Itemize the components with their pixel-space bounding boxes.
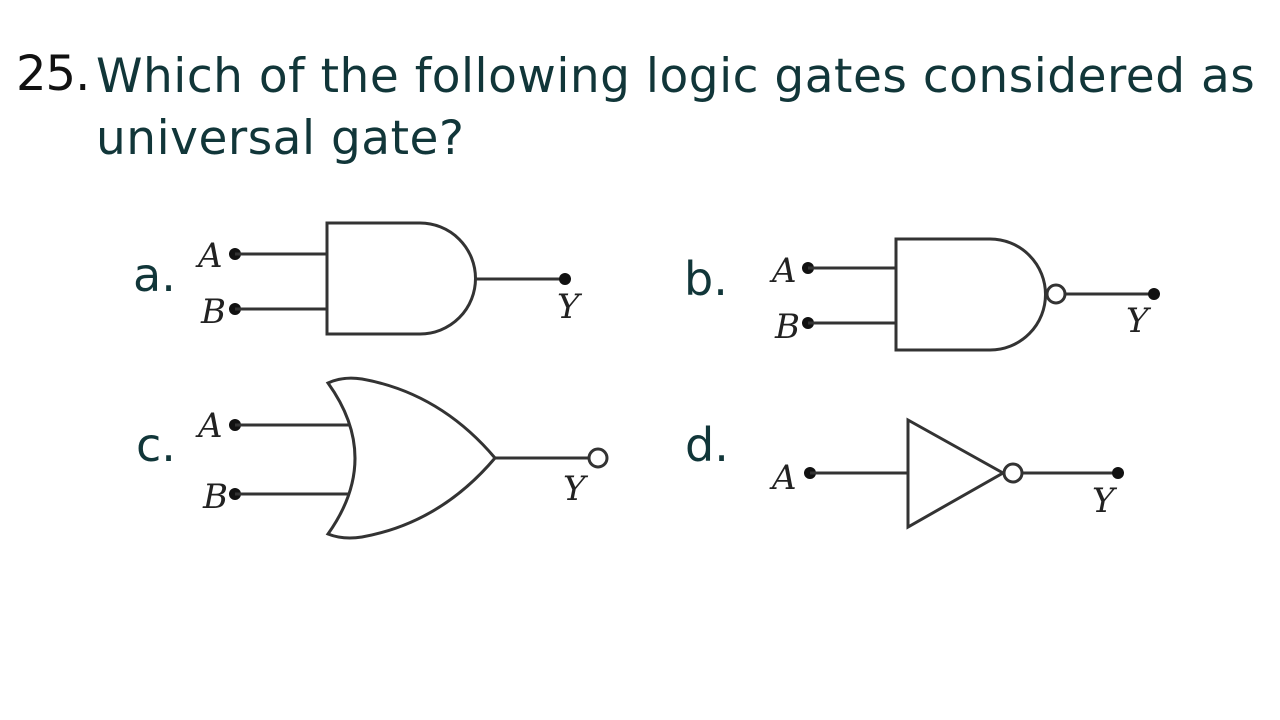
option-b-label[interactable]: b. <box>684 252 728 306</box>
nor-input-b-label: B <box>203 477 228 517</box>
nor-gate-body <box>328 378 495 538</box>
question-number: 25. <box>16 46 90 102</box>
nand-inversion-bubble <box>1047 285 1065 303</box>
and-output-terminal <box>559 273 571 285</box>
and-input-a-label: A <box>198 236 223 276</box>
not-output-terminal <box>1112 467 1124 479</box>
not-output-label: Y <box>1092 481 1115 521</box>
nand-output-label: Y <box>1126 301 1149 341</box>
nor-inversion-bubble <box>589 449 607 467</box>
not-input-a-label: A <box>772 458 797 498</box>
nand-output-terminal <box>1148 288 1160 300</box>
and-output-label: Y <box>557 287 580 327</box>
question-text: Which of the following logic gates considered as universal gate? <box>96 49 1256 166</box>
nand-gate-body <box>896 239 1046 350</box>
option-d-label[interactable]: d. <box>685 418 729 472</box>
nor-gate[interactable] <box>195 378 607 538</box>
nand-gate[interactable] <box>769 239 1160 350</box>
and-gate[interactable] <box>195 223 583 334</box>
nand-input-b-label: B <box>775 307 800 347</box>
not-gate[interactable] <box>769 420 1124 527</box>
not-inversion-bubble <box>1004 464 1022 482</box>
nor-output-label: Y <box>563 469 586 509</box>
and-gate-body <box>327 223 476 334</box>
option-c-label[interactable]: c. <box>136 418 176 472</box>
nand-input-a-label: A <box>772 251 797 291</box>
not-gate-body <box>908 420 1003 527</box>
nor-input-a-label: A <box>198 406 223 446</box>
and-input-b-label: B <box>201 292 226 332</box>
option-a-label[interactable]: a. <box>133 248 176 302</box>
